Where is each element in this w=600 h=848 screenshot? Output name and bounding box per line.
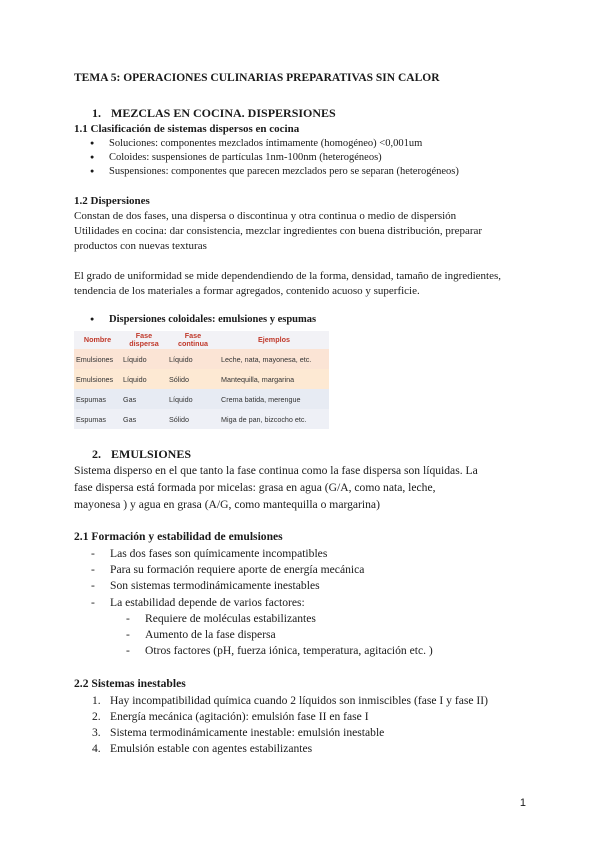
- table-cell: Crema batida, merengue: [219, 389, 329, 409]
- section1-number: 1.: [92, 106, 101, 120]
- dash-item: - La estabilidad depende de varios factores:: [110, 596, 305, 609]
- paragraph-line: productos con nuevas texturas: [74, 240, 207, 252]
- table-cell: Sólido: [167, 369, 219, 389]
- table-cell: Emulsiones: [74, 369, 121, 389]
- document-title: TEMA 5: OPERACIONES CULINARIAS PREPARATIVAS SIN CALOR: [74, 72, 440, 84]
- table-row: [74, 349, 329, 369]
- paragraph-line: fase dispersa está formada por micelas: grasa en agua (G/A, como nata, leche,: [74, 481, 436, 494]
- list-number: 1.: [92, 694, 101, 707]
- section2-number: 2.: [92, 447, 101, 461]
- section1-2-heading: 1.2 Dispersiones: [74, 195, 150, 207]
- table-header: Fase continua: [167, 331, 219, 349]
- bullet-soluciones: ● Soluciones: componentes mezclados íntimamente (homogéneo) <0,001um: [109, 138, 422, 149]
- numbered-item: Emulsión estable con agentes estabilizantes: [110, 742, 313, 755]
- table-cell: Espumas: [74, 409, 121, 429]
- table-cell: Gas: [121, 409, 167, 429]
- paragraph-line: mayonesa ) y agua en grasa (A/G, como mantequilla o margarina): [74, 498, 380, 511]
- table-header: Fase dispersa: [121, 331, 167, 349]
- table-header: Nombre: [74, 331, 121, 349]
- table-cell: Mantequilla, margarina: [219, 369, 329, 389]
- list-number: 4.: [92, 742, 101, 755]
- table-cell: Líquido: [167, 389, 219, 409]
- table-cell: Líquido: [167, 349, 219, 369]
- paragraph-line: Sistema disperso en el que tanto la fase continua como la fase dispersa son líquidas. La: [74, 464, 478, 477]
- subdash-item: - Aumento de la fase dispersa: [145, 628, 276, 641]
- list-number: 3.: [92, 726, 101, 739]
- numbered-item: Hay incompatibilidad química cuando 2 líquidos son inmiscibles (fase I y fase II): [110, 694, 488, 707]
- page-number: 1: [519, 797, 526, 809]
- table-bullet-heading: ● Dispersiones coloidales: emulsiones y espumas: [109, 314, 316, 325]
- paragraph-line: tendencia de los materiales a formar agregados, contenido acuoso y superficie.: [74, 285, 420, 297]
- dash-item: - Son sistemas termodinámicamente inestables: [110, 579, 320, 592]
- dash-item: - Para su formación requiere aporte de energía mecánica: [110, 563, 364, 576]
- subdash-item: - Otros factores (pH, fuerza iónica, temperatura, agitación etc. ): [145, 644, 433, 657]
- section2-1-heading: 2.1 Formación y estabilidad de emulsiones: [74, 530, 283, 543]
- table-row: [74, 409, 329, 429]
- numbered-item: Energía mecánica (agitación): emulsión fase II en fase I: [110, 710, 369, 723]
- section1-heading: MEZCLAS EN COCINA. DISPERSIONES: [111, 106, 336, 120]
- subdash-item: - Requiere de moléculas estabilizantes: [145, 612, 316, 625]
- paragraph-line: Constan de dos fases, una dispersa o discontinua y otra continua o medio de dispersión: [74, 210, 457, 222]
- table-cell: Gas: [121, 389, 167, 409]
- table-row: [74, 389, 329, 409]
- section2-2-heading: 2.2 Sistemas inestables: [74, 677, 186, 690]
- table-cell: Miga de pan, bizcocho etc.: [219, 409, 329, 429]
- table-header: Ejemplos: [219, 331, 329, 349]
- section2-heading: EMULSIONES: [111, 447, 192, 461]
- numbered-item: Sistema termodinámicamente inestable: emulsión inestable: [110, 726, 385, 739]
- paragraph-line: Utilidades en cocina: dar consistencia, mezclar ingredientes con buena distribución, preparar: [74, 225, 483, 237]
- bullet-coloides: ● Coloides: suspensiones de partículas 1nm-100nm (heterogéneos): [109, 152, 382, 163]
- table-cell: Leche, nata, mayonesa, etc.: [219, 349, 329, 369]
- paragraph-line: El grado de uniformidad se mide dependendiendo de la forma, densidad, tamaño de ingredientes,: [74, 270, 502, 282]
- list-number: 2.: [92, 710, 101, 723]
- dash-item: - Las dos fases son químicamente incompatibles: [110, 547, 327, 560]
- table-cell: Líquido: [121, 369, 167, 389]
- colloidal-dispersions-table: [74, 331, 329, 429]
- section1-1-heading: 1.1 Clasificación de sistemas dispersos en cocina: [74, 123, 300, 135]
- table-cell: Líquido: [121, 349, 167, 369]
- table-cell: Espumas: [74, 389, 121, 409]
- table-row: [74, 369, 329, 389]
- table-cell: Emulsiones: [74, 349, 121, 369]
- table-cell: Sólido: [167, 409, 219, 429]
- bullet-suspensiones: ● Suspensiones: componentes que parecen mezclados pero se separan (heterogéneos): [109, 166, 459, 177]
